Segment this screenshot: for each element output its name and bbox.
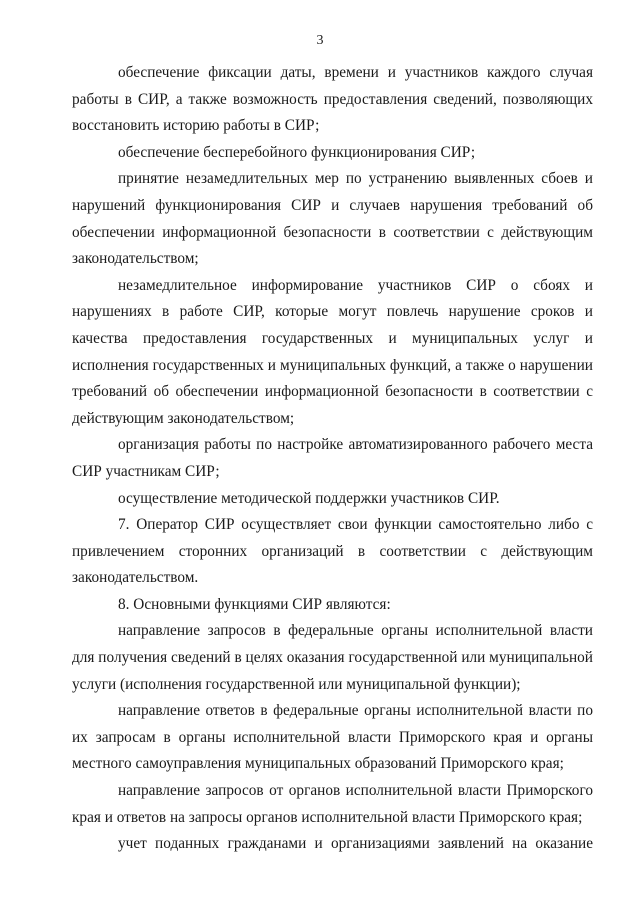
paragraph-item-8-functions: 8. Основными функциями СИР являются:	[118, 595, 391, 613]
paragraph-recording-history: обеспечение фиксации даты, времени и участников каждого случая работы в СИР, а также возможность предоставления сведений, позволяющих восстановить историю работы в СИР;	[72, 64, 593, 135]
paragraph-item-7-operator: 7. Оператор СИР осуществляет свои функции самостоятельно либо с привлечением сторонних организаций в соответствии с действующим законодательством.	[72, 516, 593, 587]
paragraph-failure-measures: принятие незамедлительных мер по устранению выявленных сбоев и нарушений функционирования СИР и случаев нарушения требований об обеспечении информационной безопасности в соответствии с действующим законодательством;	[72, 170, 593, 268]
paragraph-workstation-setup: организация работы по настройке автоматизированного рабочего места СИР участникам СИР;	[72, 436, 593, 480]
page-number: 3	[316, 33, 324, 48]
paragraph-responses-federal: направление ответов в федеральные органы исполнительной власти по их запросам в органы исполнительной власти Приморского края и органы местного самоуправления муниципальных образований Приморского края;	[72, 702, 593, 773]
paragraph-requests-federal: направление запросов в федеральные органы исполнительной власти для получения сведений в целях оказания государственной или муниципальной услуги (исполнения государственной или муниципальной функции);	[72, 622, 593, 693]
document-body	[72, 60, 593, 858]
paragraph-participant-notification: незамедлительное информирование участников СИР о сбоях и нарушениях в работе СИР, которые могут повлечь нарушение сроков и качества предоставления государственных и муниципальных услуг и исполнения государственных и муниципальных функций, а также о нарушении требований об обеспечении информационной безопасности в соответствии с действующим законодательством;	[72, 276, 593, 427]
paragraph-uninterrupted-operation: обеспечение бесперебойного функционирования СИР;	[118, 143, 476, 161]
paragraph-application-accounting: учет поданных гражданами и организациями заявлений на оказание	[118, 835, 593, 853]
paragraph-regional-requests: направление запросов от органов исполнительной власти Приморского края и ответов на запросы органов исполнительной власти Приморского края;	[72, 782, 593, 826]
paragraph-methodical-support: осуществление методической поддержки участников СИР.	[118, 489, 500, 507]
